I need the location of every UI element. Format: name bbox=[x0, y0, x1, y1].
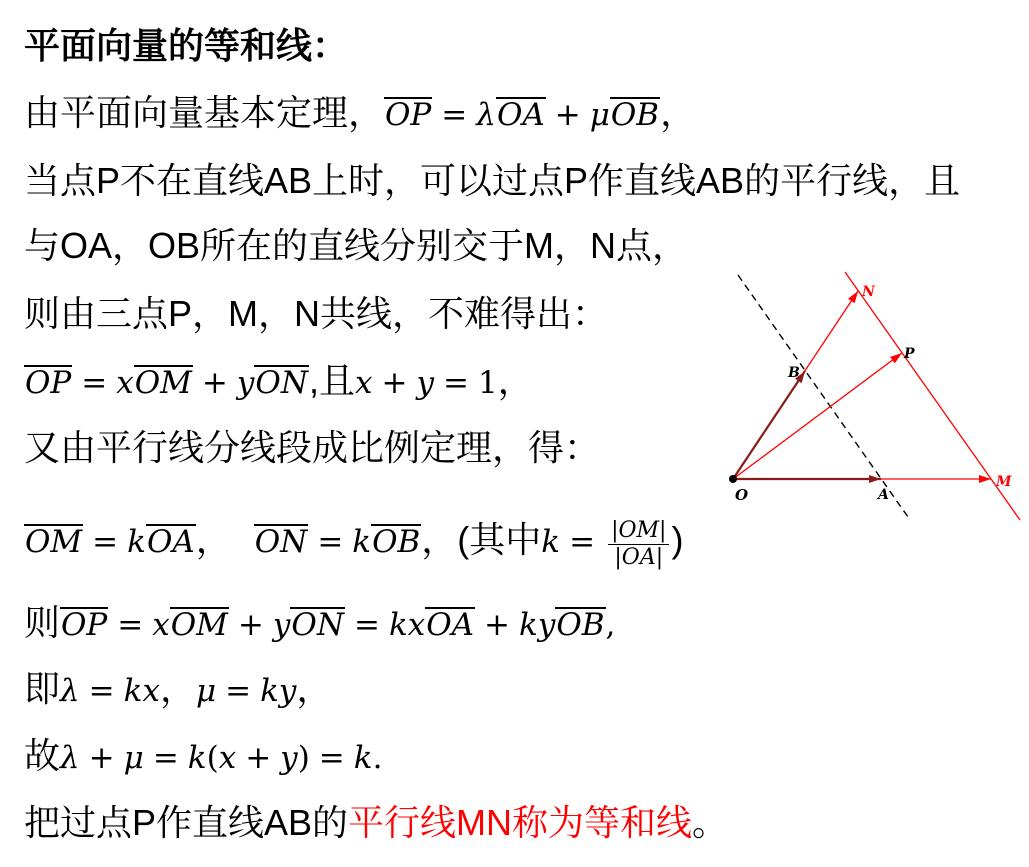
plus-sign: + bbox=[237, 607, 264, 643]
vector-op: OP bbox=[385, 97, 432, 133]
expression-kx: kx bbox=[123, 673, 160, 709]
variable-x: x bbox=[152, 607, 170, 643]
equals-sign: = bbox=[569, 524, 596, 560]
plus-sign: + bbox=[245, 740, 272, 776]
equals-sign: = bbox=[318, 740, 345, 776]
vector-om: OM bbox=[170, 607, 228, 643]
text-run: 把过点P作直线AB的 bbox=[24, 802, 349, 843]
vector-on: ON bbox=[255, 365, 308, 401]
coefficient-mu: μ bbox=[195, 673, 217, 709]
equals-sign: = bbox=[442, 365, 469, 401]
vector-oa: OA bbox=[426, 607, 475, 643]
vector-om: OM bbox=[134, 365, 192, 401]
equals-sign: = bbox=[88, 673, 115, 709]
line-mn bbox=[845, 272, 1020, 520]
coefficient-kx: kx bbox=[388, 607, 426, 643]
coefficient-mu: μ bbox=[589, 97, 610, 133]
coefficient-lambda: λ bbox=[60, 673, 80, 709]
variable-x: x bbox=[218, 740, 237, 776]
equals-sign: = bbox=[225, 673, 252, 709]
label-m: M bbox=[996, 474, 1012, 490]
line-condition-1: 当点P不在直线AB上时，可以过点P作直线AB的平行线，且 bbox=[24, 160, 961, 201]
line-coefficients bbox=[24, 666, 332, 724]
vector-op-arrow bbox=[733, 353, 902, 479]
line-proportion: 又由平行线分线段成比例定理，得： bbox=[24, 427, 601, 468]
variable-y: y bbox=[416, 365, 434, 401]
left-paren: ( bbox=[206, 740, 219, 776]
coefficient-lambda: λ bbox=[476, 97, 496, 133]
punctuation: ， bbox=[195, 519, 232, 560]
text-run: ，(其中 bbox=[421, 519, 542, 560]
highlighted-term: 平行线MN称为等和线 bbox=[348, 802, 693, 843]
variable-x: x bbox=[354, 365, 373, 401]
equals-sign: = bbox=[441, 97, 468, 133]
equals-sign: = bbox=[92, 524, 119, 560]
fraction-denominator: |OA| bbox=[614, 545, 664, 570]
vector-ob-arrow bbox=[733, 371, 805, 479]
variable-y: y bbox=[272, 607, 291, 643]
punctuation: ， bbox=[497, 360, 534, 401]
text-run: 故 bbox=[24, 735, 61, 776]
line-sum bbox=[24, 733, 382, 791]
punctuation: 。 bbox=[692, 802, 729, 843]
plus-sign: + bbox=[381, 365, 408, 401]
line-ab-dashed bbox=[738, 275, 908, 517]
right-paren: ) bbox=[297, 740, 310, 776]
line-collinear: 则由三点P，M，N共线，不难得出： bbox=[24, 293, 608, 334]
line-definition bbox=[24, 800, 728, 858]
vector-ob: OB bbox=[556, 607, 605, 643]
vector-op: OP bbox=[61, 607, 108, 643]
line-collinear-formula bbox=[24, 358, 534, 416]
expression-ky: ky bbox=[260, 673, 297, 709]
line-substitution bbox=[24, 600, 615, 658]
variable-k: k bbox=[187, 740, 207, 776]
coefficient-ky: ky bbox=[519, 607, 556, 643]
fraction-numerator: |OM| bbox=[608, 518, 669, 545]
vector-ob: OB bbox=[610, 97, 660, 133]
vector-op: OP bbox=[25, 365, 72, 401]
text-run: ,且 bbox=[308, 360, 355, 401]
vector-oa: OA bbox=[146, 524, 195, 560]
punctuation: , bbox=[605, 607, 616, 643]
variable-k: k bbox=[353, 740, 373, 776]
variable-x: x bbox=[116, 365, 134, 401]
label-b: B bbox=[788, 365, 800, 381]
plus-sign: + bbox=[554, 97, 581, 133]
equals-sign: = bbox=[117, 607, 144, 643]
fraction bbox=[608, 518, 669, 571]
page-title: 平面向量的等和线： bbox=[24, 25, 349, 66]
vector-oa: OA bbox=[496, 97, 545, 133]
equal-sum-line-diagram bbox=[720, 262, 1029, 527]
line-basic-theorem bbox=[24, 90, 696, 148]
vector-om: OM bbox=[25, 524, 83, 560]
text-run: 即 bbox=[24, 668, 61, 709]
variable-k: k bbox=[352, 524, 372, 560]
coefficient-mu: μ bbox=[123, 740, 144, 776]
text-run: 由平面向量基本定理， bbox=[24, 92, 385, 133]
variable-k: k bbox=[541, 524, 561, 560]
punctuation: ， bbox=[660, 92, 697, 133]
line-condition-2: 与OA，OB所在的直线分别交于M，N点， bbox=[24, 225, 689, 266]
punctuation: ， bbox=[296, 668, 333, 709]
point-o bbox=[729, 475, 737, 483]
punctuation: ， bbox=[159, 668, 196, 709]
equals-sign: = bbox=[317, 524, 344, 560]
equals-sign: = bbox=[152, 740, 179, 776]
label-p: P bbox=[904, 346, 915, 362]
equals-sign: = bbox=[353, 607, 380, 643]
punctuation: ) bbox=[671, 519, 684, 560]
text-run: 则 bbox=[24, 602, 61, 643]
label-o: O bbox=[735, 486, 749, 504]
variable-k: k bbox=[127, 524, 146, 560]
variable-y: y bbox=[280, 740, 298, 776]
plus-sign: + bbox=[201, 365, 228, 401]
line-ratio bbox=[24, 517, 683, 575]
label-a: A bbox=[878, 487, 889, 503]
period: . bbox=[372, 740, 383, 776]
number-one: 1 bbox=[477, 365, 498, 401]
variable-y: y bbox=[236, 365, 255, 401]
equals-sign: = bbox=[81, 365, 108, 401]
vector-ob: OB bbox=[372, 524, 421, 560]
coefficient-lambda: λ bbox=[60, 740, 80, 776]
plus-sign: + bbox=[88, 740, 115, 776]
vector-on: ON bbox=[254, 524, 308, 560]
plus-sign: + bbox=[484, 607, 511, 643]
vector-on: ON bbox=[291, 607, 344, 643]
label-n: N bbox=[862, 284, 875, 300]
